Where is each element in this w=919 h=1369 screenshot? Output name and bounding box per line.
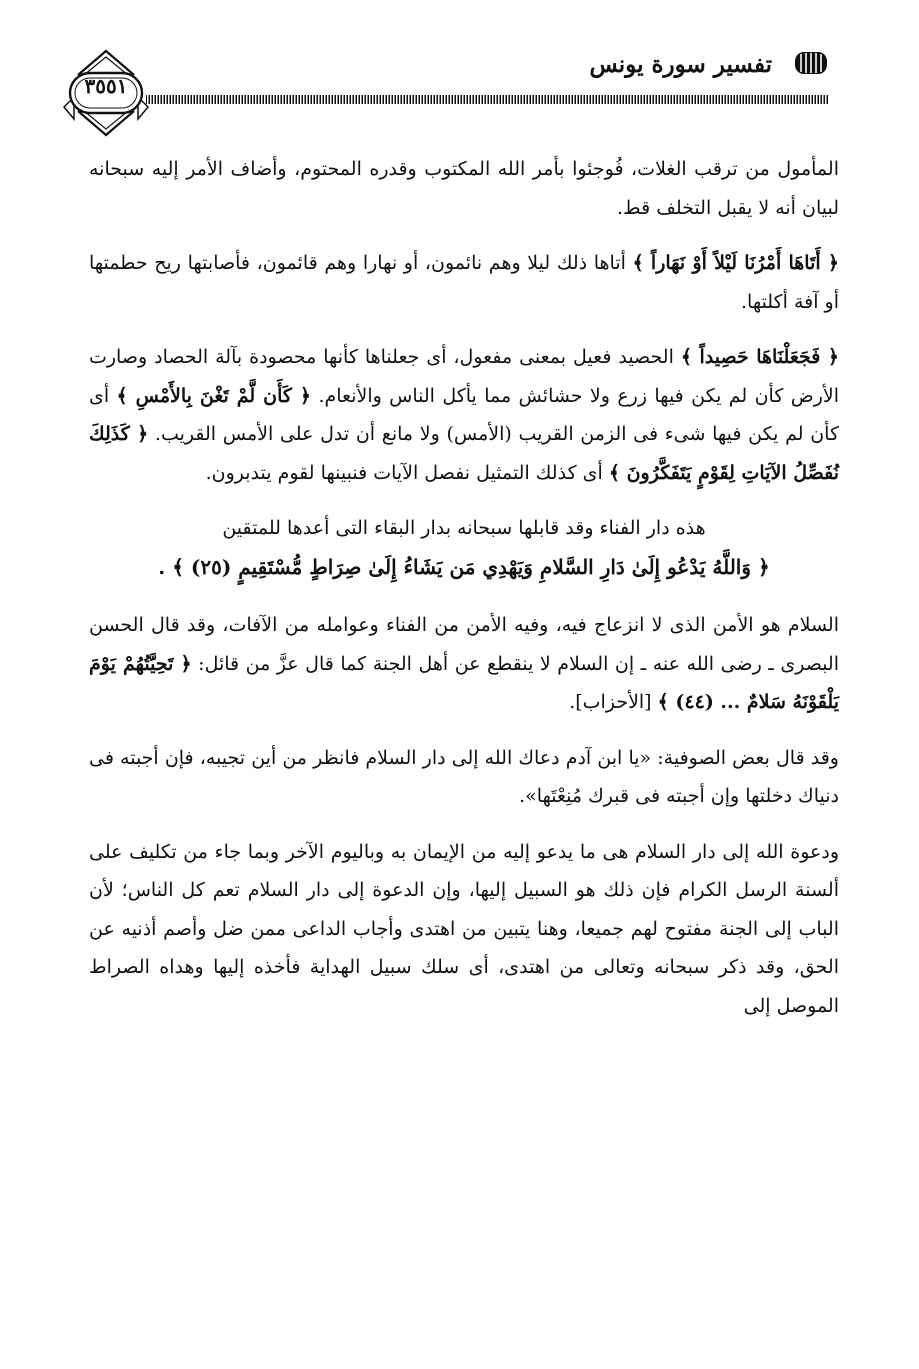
quran-verse-main: ﴿ وَاللَّهُ يَدْعُو إِلَىٰ دَارِ السَّلامِ وَيَهْدِي مَن يَشَاءُ إِلَىٰ صِرَاطٍ مُّسْتَقِيمٍ (٢٥) ﴾ . [158, 554, 770, 579]
ornament-icon [794, 48, 828, 78]
paragraph-text: ودعوة الله إلى دار السلام هى ما يدعو إليه من الإيمان به وباليوم الآخر وبما جاء من تكليف على ألسنة الرسل الكرام فإن ذلك هو السبيل إليها، وإن الدعوة إلى دار السلام تعم كل الناس؛ لأن الباب إلى الجنة مفتوح لهم جميعا، وهنا يتبين من اهتدى وأجاب الداعى ممن ضل وأصم أذنيه عن الحق، وقد ذكر سبحانه وتعالى من اهتدى، أى سلك سبيل الهداية فأخذه إليها وهداه الصراط الموصل إلى [89, 840, 839, 1017]
quran-verse: ﴿ فَجَعَلْنَاهَا حَصِيداً ﴾ [680, 346, 840, 368]
body-text [89, 150, 839, 1042]
quran-verse: ﴿ كَأَن لَّمْ تَغْنَ بِالأَمْسِ ﴾ [116, 384, 312, 407]
paragraph-text: أى كذلك التمثيل نفصل الآيات فنبينها لقوم يتدبرون. [205, 461, 609, 484]
header-rule [146, 95, 828, 104]
paragraph-text: المأمول من ترقب الغلات، فُوجئوا بأمر الله المكتوب وقدره المحتوم، وأضاف الأمر إليه سبحانه لبيان أنه لا يقبل التخلف قط. [89, 158, 839, 219]
page-header [60, 40, 828, 140]
paragraph-text: الحصيد فعيل بمعنى مفعول، أى جعلناها كأنها محصودة بآلة الحصاد وصارت الأرض كأن لم يكن فيها زرع ولا حشائش مما يأكل الناس والأنعام. [89, 346, 840, 407]
paragraph-text: أتاها ذلك ليلا وهم نائمون، أو نهارا وهم قائمون، فأصابتها ريح حطمتها أو آفة أكلتها. [89, 252, 839, 313]
paragraph-text: أى كأن لم يكن فيها شىء فى الزمن القريب (الأمس) ولا مانع أن تدل على الأمس القريب. [89, 384, 839, 445]
section-heading: هذه دار الفناء وقد قابلها سبحانه بدار البقاء التى أعدها للمتقين [222, 517, 706, 539]
paragraph [89, 833, 839, 1026]
paragraph [89, 338, 839, 492]
running-title: تفسير سورة يونس [589, 51, 772, 78]
paragraph [89, 150, 839, 227]
quran-verse: ﴿ أَتَاهَا أَمْرُنَا لَيْلاً أَوْ نَهَاراً ﴾ [632, 252, 839, 274]
page-number: ٣٥٥١ [84, 74, 128, 98]
paragraph-text: وقد قال بعض الصوفية: «يا ابن آدم دعاك الله إلى دار السلام فانظر من أين تجيبه، فإن أجبته فى دنياك دخلتها وإن أجبته فى قبرك مُنِعْتَها». [89, 746, 839, 807]
quran-verse: ﴿ كَذَلِكَ نُفَصِّلُ الآيَاتِ لِقَوْمٍ يَتَفَكَّرُونَ ﴾ [89, 423, 839, 484]
paragraph [89, 244, 839, 321]
paragraph-text: السلام هو الأمن الذى لا انزعاج فيه، وفيه الأمن من الفناء وعوامله من الآفات، وقد قال الحسن البصرى ـ رضى الله عنه ـ إن السلام لا ينقطع عن أهل الجنة كما قال عزَّ من قائل: [89, 614, 840, 675]
paragraph-text: [الأحزاب]. [569, 691, 658, 713]
quran-verse: ﴿ تَحِيَّتُهُمْ يَوْمَ يَلْقَوْنَهُ سَلامٌ ... (٤٤) ﴾ [89, 652, 839, 713]
paragraph [89, 606, 839, 722]
paragraph [89, 739, 839, 816]
